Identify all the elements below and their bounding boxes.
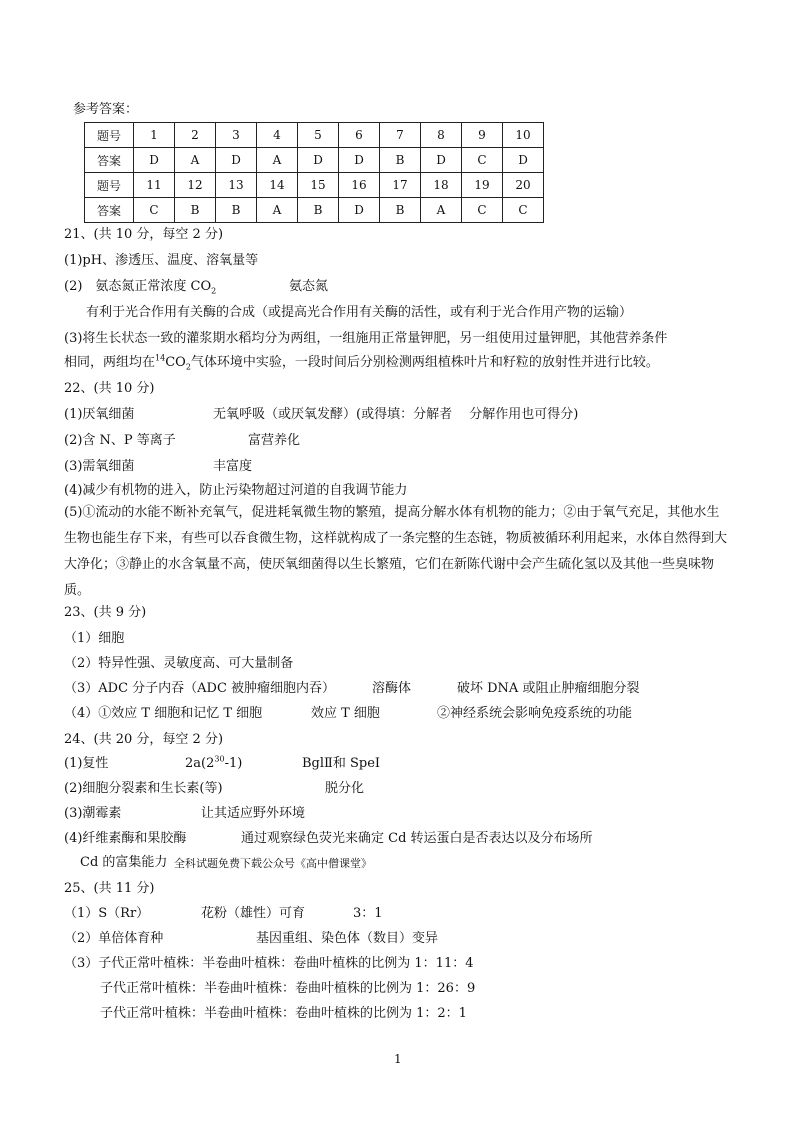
q24-answer-4a: (4)纤维素酶和果胶酶 <box>64 831 187 846</box>
table-cell: C <box>503 198 544 223</box>
table-cell: 9 <box>462 123 503 148</box>
q25-answer-2a: （2）单倍体育种 <box>64 931 164 946</box>
q24-answer-2b: 脱分化 <box>325 781 365 796</box>
q22-answer-3a: (3)需氧细菌 <box>64 459 135 474</box>
table-row <box>85 173 544 198</box>
table-cell: C <box>462 198 503 223</box>
q22-answer-1b: 无氧呼吸（或厌氧发酵）(或得填：分解者 分解作用也可得分) <box>213 407 579 422</box>
q24-answer-1a: (1)复性 <box>64 756 109 771</box>
table-cell: 17 <box>380 173 421 198</box>
q22-answer-5: (5)①流动的水能不断补充氧气，促进耗氧微生物的繁殖，提高分解水体有机物的能力；②由于氧气充足，其他水生生物也能生存下来，有些可以吞食微生物，这样就构成了一条完整的生态链，物质被循环利用起来，水体自然得到大大净化；③静止的水含氧量不高，使厌氧细菌得以生长繁殖，它们在新陈代谢中会产生硫化氢以及其他一些臭味物质。 <box>64 505 728 598</box>
table-cell: 15 <box>298 173 339 198</box>
table-cell: D <box>339 148 380 173</box>
table-cell: 8 <box>421 123 462 148</box>
table-cell: 10 <box>503 123 544 148</box>
q24-answer-4c: Cd 的富集能力 <box>80 855 168 870</box>
table-cell: D <box>421 148 462 173</box>
q24-answer-1c: BglⅡ和 SpeⅠ <box>302 756 381 771</box>
table-cell: 19 <box>462 173 503 198</box>
table-row <box>85 148 544 173</box>
table-cell: C <box>462 148 503 173</box>
table-cell: D <box>216 148 257 173</box>
q22-answer-4: (4)减少有机物的进入，防止污染物超过河道的自我调节能力 <box>64 483 408 498</box>
q24-answer-1b: $2a(2^{30}-1)$ <box>185 754 243 771</box>
table-cell: B <box>175 198 216 223</box>
q23-answer-4a: （4）①效应 T 细胞和记忆 T 细胞 <box>64 706 263 721</box>
q23-answer-3a: （3）ADC 分子内吞（ADC 被肿瘤细胞内吞） <box>64 681 336 696</box>
q25-answer-2b: 基因重组、染色体（数目）变异 <box>256 931 439 946</box>
table-cell: D <box>298 148 339 173</box>
table-cell: 12 <box>175 173 216 198</box>
answer-key-title: 参考答案： <box>73 102 139 117</box>
q24-answer-3a: (3)潮霉素 <box>64 806 122 821</box>
table-cell: B <box>380 148 421 173</box>
q25-answer-3c: 子代正常叶植株：半卷曲叶植株：卷曲叶植株的比例为 1：2：1 <box>100 1006 467 1021</box>
table-cell: 7 <box>380 123 421 148</box>
q25-heading: 25、(共 11 分) <box>64 881 155 896</box>
table-cell: 20 <box>503 173 544 198</box>
table-cell: 14 <box>257 173 298 198</box>
q23-answer-1: （1）细胞 <box>64 631 125 646</box>
table-cell: D <box>503 148 544 173</box>
q23-answer-4b: 效应 T 细胞 <box>311 706 380 721</box>
q25-answer-1c: 3：1 <box>353 906 383 921</box>
q23-answer-4c: ②神经系统会影响免疫系统的功能 <box>437 706 633 721</box>
q21-answer-2c: 有利于光合作用有关酶的合成（或提高光合作用有关酶的活性，或有利于光合作用产物的运输） <box>86 305 633 320</box>
q22-answer-1a: (1)厌氧细菌 <box>64 407 135 422</box>
table-cell: A <box>175 148 216 173</box>
table-row-header: 答案 <box>85 148 134 173</box>
table-row-header: 题号 <box>85 123 134 148</box>
table-cell: B <box>216 198 257 223</box>
table-cell: D <box>134 148 175 173</box>
table-cell: 16 <box>339 173 380 198</box>
table-cell: 2 <box>175 123 216 148</box>
q22-heading: 22、(共 10 分) <box>64 381 155 396</box>
table-cell: 13 <box>216 173 257 198</box>
q23-answer-3c: 破坏 DNA 或阻止肿瘤细胞分裂 <box>457 681 640 696</box>
download-notice: 全科试题免费下载公众号《高中僧课堂》 <box>174 857 372 870</box>
q21-answer-1: (1)pH、渗透压、温度、溶氧量等 <box>64 253 259 268</box>
table-cell: 5 <box>298 123 339 148</box>
table-row-header: 题号 <box>85 173 134 198</box>
q21-answer-2: (2) 氨态氮正常浓度 $CO_2$ <box>64 279 217 296</box>
q21-heading: 21、(共 10 分，每空 2 分) <box>64 227 224 242</box>
q24-answer-2a: (2)细胞分裂素和生长素(等) <box>64 781 223 796</box>
q23-heading: 23、(共 9 分) <box>64 605 147 620</box>
table-cell: 3 <box>216 123 257 148</box>
table-row-header: 答案 <box>85 198 134 223</box>
table-cell: D <box>339 198 380 223</box>
q24-answer-4b: 通过观察绿色荧光来确定 Cd 转运蛋白是否表达以及分布场所 <box>241 831 593 846</box>
table-row <box>85 123 544 148</box>
q21-answer-3-line2: 相同，两组均在$^{14}CO_2$气体环境中实验，一段时间后分别检测两组植株叶片和籽粒的放射性并进行比较。 <box>64 353 659 372</box>
q24-heading: 24、(共 20 分，每空 2 分) <box>64 732 224 747</box>
q21-answer-2b: 氨态氮 <box>289 279 329 294</box>
q25-answer-3: （3）子代正常叶植株：半卷曲叶植株：卷曲叶植株的比例为 1：11：4 <box>64 956 474 971</box>
table-cell: 6 <box>339 123 380 148</box>
q25-answer-1a: （1）S（Rr） <box>64 906 150 921</box>
q25-answer-1b: 花粉（雄性）可育 <box>201 906 306 921</box>
q22-answer-3b: 丰富度 <box>213 459 253 474</box>
table-cell: B <box>380 198 421 223</box>
q24-answer-3b: 让其适应野外环境 <box>201 806 306 821</box>
answer-table <box>84 122 544 223</box>
page-number: 1 <box>394 1052 402 1066</box>
table-cell: A <box>257 148 298 173</box>
q22-answer-2b: 富营养化 <box>248 433 301 448</box>
table-cell: 1 <box>134 123 175 148</box>
table-cell: C <box>134 198 175 223</box>
table-row <box>85 198 544 223</box>
q25-answer-3b: 子代正常叶植株：半卷曲叶植株：卷曲叶植株的比例为 1：26：9 <box>100 981 476 996</box>
table-cell: A <box>421 198 462 223</box>
table-cell: B <box>298 198 339 223</box>
table-cell: 4 <box>257 123 298 148</box>
q21-answer-3-line1: (3)将生长状态一致的灌浆期水稻均分为两组，一组施用正常量钾肥，另一组使用过量钾肥，其他营养条件 <box>64 331 668 346</box>
q22-answer-2a: (2)含 N、P 等离子 <box>64 433 176 448</box>
q23-answer-3b: 溶酶体 <box>372 681 412 696</box>
q23-answer-2: （2）特异性强、灵敏度高、可大量制备 <box>64 656 294 671</box>
table-cell: A <box>257 198 298 223</box>
table-cell: 11 <box>134 173 175 198</box>
table-cell: 18 <box>421 173 462 198</box>
